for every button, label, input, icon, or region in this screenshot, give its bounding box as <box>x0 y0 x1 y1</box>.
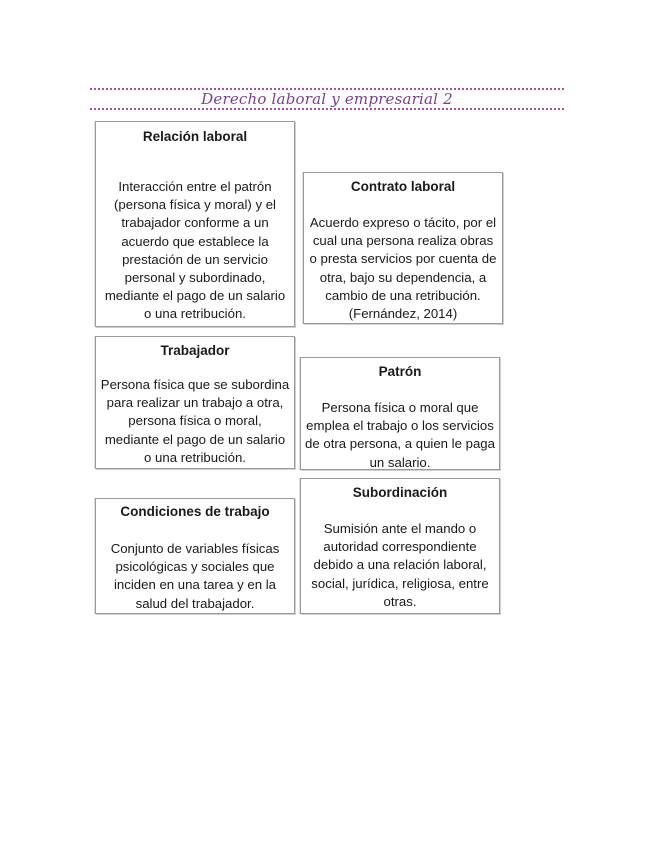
card-contrato-laboral <box>303 172 503 324</box>
card-body: Conjunto de variables físicas psicológicas y sociales que inciden en una tarea y en la salud del trabajador. <box>110 541 280 611</box>
card-condiciones-de-trabajo <box>95 498 295 614</box>
page-title: Derecho laboral y empresarial 2 <box>201 90 453 108</box>
card-relacion-laboral <box>95 121 295 327</box>
card-body: Interacción entre el patrón (persona física y moral) y el trabajador conforme a un acuerdo que establece la prestación de un servicio personal y subordinado, mediante el pago de un salario o una retribución. <box>104 179 286 322</box>
header-rule-bottom <box>90 108 564 110</box>
card-body: Persona física o moral que emplea el trabajo o los servicios de otra persona, a quien le paga un salario. <box>305 400 495 470</box>
card-title: Trabajador <box>160 343 230 358</box>
card-body: Sumisión ante el mando o autoridad correspondiente debido a una relación laboral, social, jurídica, religiosa, entre otras. <box>311 521 489 609</box>
card-title: Patrón <box>378 364 422 379</box>
card-patron <box>300 357 500 470</box>
card-trabajador <box>95 336 295 469</box>
card-title: Contrato laboral <box>350 179 456 194</box>
card-title: Subordinación <box>352 485 448 500</box>
card-subordinacion <box>300 478 500 614</box>
card-title: Condiciones de trabajo <box>120 504 270 519</box>
card-title: Relación laboral <box>142 129 248 144</box>
card-body: Persona física que se subordina para realizar un trabajo a otra, persona física o moral, mediante el pago de un salario o una retribución. <box>100 377 290 465</box>
card-body: Acuerdo expreso o tácito, por el cual una persona realiza obras o presta servicios por cuenta de otra, bajo su dependencia, a cambio de una retribución. (Fernández, 2014) <box>309 215 497 322</box>
